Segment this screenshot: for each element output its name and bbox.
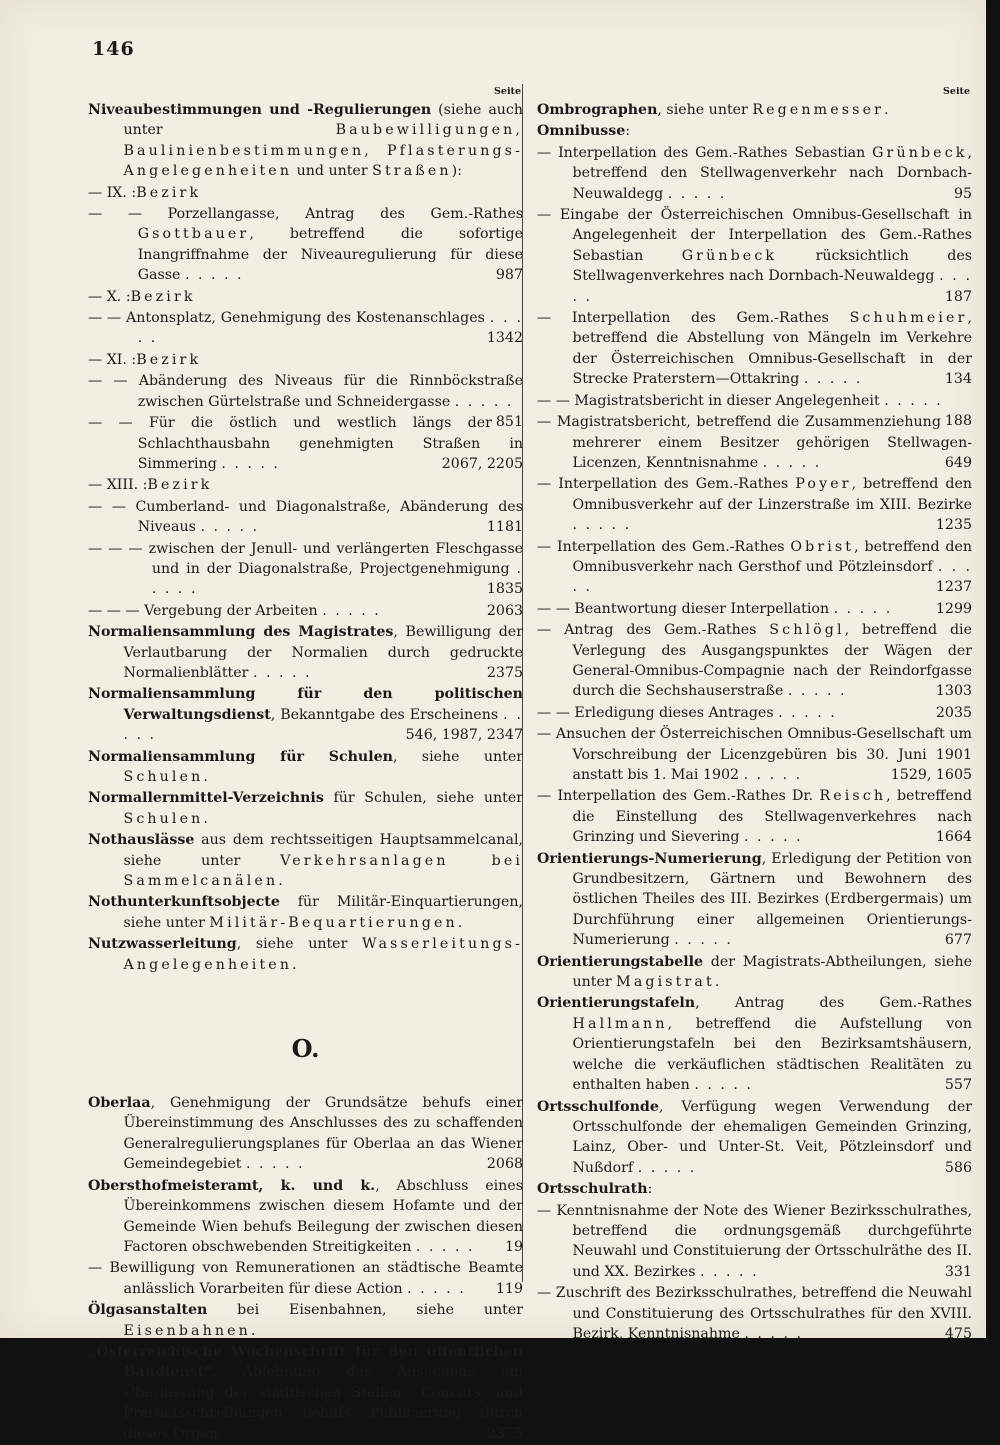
entry-heading: „Österreichische Wochenschrift für den öffentlichen Baudienst“ bbox=[88, 1343, 523, 1381]
entry-text-tail: , betreffend den Omnibusverkehr nach Gersthof und Pötzleinsdorf bbox=[572, 538, 973, 575]
dot-leader: . . . . . bbox=[200, 519, 260, 536]
entry-text: Antrag des Gem.-Rathes bbox=[564, 622, 770, 639]
entry-text: , Erledigung der Petition von Grundbesitzern, Gärtnern und Bewohnern des östlichen Theiles des III. Bezirkes (Erdbergermais) um Durchführung einer allgemeinen Orientierungs-Numerierung bbox=[572, 850, 972, 949]
entry-heading: — — — bbox=[88, 602, 145, 619]
dot-leader: . . . . . bbox=[667, 185, 727, 202]
entry-page-ref: 649 bbox=[944, 454, 972, 471]
entry-heading: — X. bbox=[88, 288, 126, 305]
entry-spaced-reference: Grünbeck bbox=[681, 247, 778, 264]
entry-heading: — bbox=[537, 144, 559, 161]
entry-text: Porzellangasse, Antrag des Gem.-Rathes bbox=[167, 206, 523, 223]
dot-leader: . . . . . bbox=[787, 683, 847, 700]
entry-spaced-reference: Reisch bbox=[819, 788, 887, 805]
entry-text: , Abschluss eines Übereinkommens zwischen diesem Hofamte und der Gemeinde Wien behufs Beilegung der zwischen diesen Factoren obschwebenden Streitigkeiten bbox=[123, 1177, 523, 1255]
entry-leader-page bbox=[891, 765, 972, 785]
entry-text: Für die östlich und westlich längs der Schlachthausbahn genehmigten Straßen in Simmering bbox=[137, 415, 523, 472]
dot-leader: . . . . . bbox=[572, 558, 972, 596]
index-entry bbox=[537, 1179, 972, 1199]
entry-heading: Niveaubestimmungen und -Regulierungen bbox=[88, 102, 432, 118]
entry-page-ref: 1235 bbox=[935, 517, 972, 534]
dot-leader: . . . . . bbox=[744, 1325, 803, 1342]
seite-label-right: Seite bbox=[943, 86, 970, 97]
index-entry bbox=[537, 308, 972, 390]
entry-text: Cumberland- und Diagonalstraße, Abänderung des Niveaus bbox=[135, 498, 523, 536]
entry-text: aus dem rechtsseitigen Hauptsammelcanal, siehe unter bbox=[123, 832, 523, 869]
entry-text: : bbox=[131, 184, 137, 201]
entry-page-ref: 95 bbox=[953, 185, 972, 202]
entry-text: Zuschrift des Bezirksschulrathes, betreffend die Neuwahl und Constituierung des Ortsschulrathes für den XVIII. Bezirk, Kenntnisnahme bbox=[555, 1285, 973, 1342]
entry-text: Vergebung der Arbeiten bbox=[144, 602, 318, 619]
dot-leader: . . . . . bbox=[123, 706, 524, 744]
entry-page-ref: 557 bbox=[944, 1077, 972, 1094]
entry-leader-page bbox=[505, 1237, 523, 1257]
entry-heading: — bbox=[537, 476, 559, 493]
entry-heading: Nutzwasserleitung bbox=[88, 936, 237, 953]
index-entry bbox=[88, 934, 523, 975]
entry-heading: Nothunterkunftsobjecte bbox=[88, 894, 280, 911]
entry-leader-page bbox=[945, 1262, 972, 1282]
index-entry bbox=[537, 205, 972, 307]
entry-page-ref: 1529, 1605 bbox=[890, 767, 972, 783]
entry-end: . bbox=[203, 769, 208, 785]
entry-page-ref: 987 bbox=[495, 267, 523, 284]
index-entry bbox=[537, 620, 972, 702]
seite-label-left: Seite bbox=[494, 86, 521, 97]
index-entry bbox=[88, 308, 523, 349]
index-entry bbox=[537, 786, 972, 847]
entry-page-ref: 2067, 2205 bbox=[441, 455, 523, 472]
index-entry bbox=[88, 788, 523, 829]
entry-page-ref: 1299 bbox=[935, 600, 972, 617]
entry-heading: — — bbox=[88, 415, 149, 432]
entry-text: der Magistrats-Abtheilungen, siehe unter bbox=[572, 953, 972, 991]
index-entry bbox=[537, 703, 972, 723]
index-entry bbox=[88, 371, 523, 431]
entry-heading: — — bbox=[537, 704, 575, 721]
index-entry bbox=[537, 993, 972, 1095]
entry-heading: — bbox=[537, 310, 572, 327]
dot-leader: . . . . . bbox=[151, 560, 523, 598]
entry-heading: Obersthofmeisteramt, k. und k. bbox=[88, 1177, 376, 1194]
entry-text: , Antrag des Gem.-Rathes bbox=[695, 995, 972, 1012]
entry-heading: Ölgasanstalten bbox=[88, 1302, 208, 1319]
dot-leader: . . . . . bbox=[415, 1238, 475, 1255]
entry-leader-page bbox=[936, 703, 972, 723]
entry-heading: — XIII. bbox=[88, 477, 143, 494]
entry-leader-page bbox=[487, 1424, 523, 1444]
entry-heading: Ombrographen bbox=[537, 102, 658, 118]
entry-text: Abänderung des Niveaus für die Rinnböckstraße zwischen Gürtelstraße und Schneidergasse bbox=[137, 373, 523, 410]
index-entry bbox=[537, 952, 972, 993]
entry-text: Erledigung dieses Antrages bbox=[574, 704, 774, 721]
entry-heading: Nothauslässe bbox=[88, 832, 195, 849]
entry-spaced-reference: Obrist bbox=[790, 538, 855, 555]
entry-text-tail: , betreffend die sofortige Inangriffnahme der Niveauregulierung für diese Gasse bbox=[137, 226, 523, 284]
index-entry bbox=[88, 747, 523, 788]
entry-heading: — — — bbox=[88, 540, 149, 557]
index-entry bbox=[537, 474, 972, 535]
entry-leader-page bbox=[936, 681, 972, 701]
entry-page-ref: 1664 bbox=[935, 829, 972, 846]
entry-text-tail: , betreffend den Stellwagenverkehr nach Dornbach-Neuwaldegg bbox=[572, 144, 972, 202]
index-entry bbox=[88, 830, 523, 891]
entry-leader-page bbox=[945, 1158, 972, 1178]
index-entry bbox=[88, 539, 523, 600]
entry-page-ref: 331 bbox=[944, 1263, 972, 1280]
entry-text: , Bewilligung der Verlautbarung der Normalien durch gedruckte Normalienblätter bbox=[123, 624, 523, 681]
entry-text: : bbox=[142, 477, 148, 494]
index-entry bbox=[88, 475, 523, 495]
dot-leader: . . . . . bbox=[700, 1263, 759, 1280]
entry-text: für Militär-Einquartierungen, siehe unter bbox=[123, 894, 523, 931]
entry-page-ref: 851 bbox=[495, 414, 523, 431]
entry-text: Magistratsbericht in dieser Angelegenheit bbox=[574, 392, 880, 409]
entry-heading: Ortsschulrath bbox=[537, 1181, 648, 1198]
index-entry bbox=[537, 412, 972, 473]
entry-leader-page bbox=[487, 663, 523, 683]
entry-leader-page bbox=[487, 1154, 523, 1174]
entry-text: , siehe unter bbox=[392, 748, 523, 765]
entry-leader-page bbox=[954, 184, 972, 204]
entry-heading: Normaliensammlung für den politischen Verwaltungsdienst bbox=[88, 686, 523, 723]
entry-heading: Ortsschulfonde bbox=[537, 1098, 659, 1115]
entry-heading: — — bbox=[88, 498, 136, 515]
entry-text: Interpellation des Gem.-Rathes Dr. bbox=[557, 788, 820, 805]
page-number: 146 bbox=[92, 38, 135, 60]
entry-page-ref: 119 bbox=[495, 1280, 523, 1297]
entry-text: , siehe unter bbox=[236, 936, 362, 953]
dot-leader: . . . . . bbox=[884, 392, 943, 409]
index-entry bbox=[88, 601, 523, 621]
entry-page-ref: 2035 bbox=[935, 704, 972, 721]
dot-leader: . . . . . bbox=[743, 767, 803, 783]
dot-leader: . . . . . bbox=[694, 1077, 753, 1094]
entry-text: : bbox=[131, 351, 137, 368]
entry-text: : bbox=[125, 288, 131, 305]
dot-leader: . . . . . bbox=[637, 1159, 697, 1176]
dot-leader: . . . . . bbox=[674, 932, 733, 949]
index-entry bbox=[88, 287, 523, 307]
right-column bbox=[537, 86, 972, 1345]
section-letter: O. bbox=[291, 1034, 320, 1064]
dot-leader: . . . . . bbox=[803, 371, 863, 388]
entry-page-ref: 1303 bbox=[935, 683, 972, 700]
entry-leader-page bbox=[945, 287, 972, 307]
entry-leader-page bbox=[496, 1279, 523, 1299]
entry-leader-page bbox=[487, 328, 523, 348]
index-entry bbox=[88, 684, 523, 745]
entry-heading: Orientierungstabelle bbox=[537, 953, 704, 970]
entry-text: Bewilligung von Remunerationen an städtische Beamte anlässlich Vorarbeiten für diese Action bbox=[109, 1260, 524, 1297]
entry-heading: — — bbox=[88, 310, 127, 327]
entry-text: Interpellation des Gem.-Rathes bbox=[557, 538, 791, 555]
entry-heading: — IX. bbox=[88, 184, 132, 201]
left-column bbox=[88, 86, 523, 1445]
entry-heading: Normaliensammlung des Magistrates bbox=[88, 624, 394, 641]
entry-heading: — bbox=[88, 1260, 110, 1277]
index-entry bbox=[88, 350, 523, 370]
entry-heading: — bbox=[537, 1202, 557, 1219]
dot-leader: . . . . . bbox=[778, 704, 837, 721]
left-entries-o bbox=[88, 1093, 523, 1444]
entry-heading: Oberlaa bbox=[88, 1095, 151, 1112]
entry-page-ref: 475 bbox=[944, 1325, 972, 1342]
index-entry bbox=[88, 204, 523, 286]
index-entry bbox=[88, 413, 523, 474]
entry-leader-page bbox=[936, 599, 972, 619]
index-entry bbox=[88, 497, 523, 538]
index-entry bbox=[537, 143, 972, 204]
entry-heading: — — bbox=[88, 206, 168, 223]
entry-page-ref: 187 bbox=[944, 288, 972, 305]
entry-heading: — — bbox=[537, 392, 575, 409]
entry-spaced-reference: Schulen bbox=[123, 810, 204, 827]
entry-text: Antonsplatz, Genehmigung des Kostenanschlages bbox=[126, 310, 485, 327]
entry-spaced-reference: Baubewilligungen, Baulinienbestimmungen, Pflasterungs-Angelegenheiten bbox=[123, 122, 523, 180]
entry-leader-page bbox=[936, 827, 972, 847]
entry-end: . bbox=[714, 974, 720, 991]
dot-leader: . . . . . bbox=[833, 600, 893, 617]
dot-leader: . . . . . bbox=[184, 267, 244, 284]
index-entry bbox=[537, 849, 972, 951]
entry-text: bei Eisenbahnen, siehe unter bbox=[207, 1302, 523, 1319]
entry-leader-page bbox=[945, 369, 972, 389]
entry-text: (siehe auch unter bbox=[123, 102, 523, 139]
dot-leader: . . . . . bbox=[222, 1425, 282, 1442]
entry-text: Ansuchen der Österreichischen Omnibus-Gesellschaft um Vorschreibung der Licenzgebüren bis 30. Juni 1901 anstatt bis 1. Mai 1902 bbox=[555, 726, 972, 783]
entry-spaced-reference: Magistrat bbox=[616, 974, 715, 991]
right-entries bbox=[537, 100, 972, 1344]
index-entry bbox=[88, 1176, 523, 1258]
entry-text-tail: , betreffend die Aufstellung von Orientierungstafeln bei den Bezirksamtshäusern, welche die verkäuflichen städtischen Realitäten zu enthalten haben bbox=[572, 1015, 972, 1094]
dot-leader: . . . . . bbox=[572, 268, 972, 305]
entry-spaced-reference: Gsottbauer bbox=[137, 226, 250, 243]
entry-text-tail: und unter bbox=[292, 163, 373, 180]
entry-leader-page bbox=[487, 601, 523, 621]
dot-leader: . . . . . bbox=[762, 454, 822, 471]
dot-leader: . . . . . bbox=[572, 517, 632, 534]
entry-leader-page bbox=[487, 579, 523, 599]
entry-heading: — bbox=[537, 726, 556, 743]
entry-text-tail: , betreffend die Einstellung des Stellwagenverkehres nach Grinzing und Sievering bbox=[572, 788, 973, 846]
entry-spaced-reference: Schuhmeier bbox=[849, 310, 968, 327]
entry-text: , Genehmigung der Grundsätze behufs einer Übereinstimmung des Anschlusses des zu schaffenden Generalregulierungsplanes für Oberlaa an das Wiener Gemeindegebiet bbox=[123, 1095, 523, 1173]
entry-page-ref: 2068 bbox=[486, 1156, 523, 1173]
dot-leader: . . . . . bbox=[245, 1156, 305, 1173]
entry-page-ref: 1237 bbox=[935, 579, 972, 596]
entry-spaced-reference: Wasserleitungs-Angelegenheiten bbox=[123, 936, 523, 973]
entry-heading: — bbox=[537, 622, 565, 639]
index-entry bbox=[88, 1093, 523, 1175]
entry-heading: — bbox=[537, 414, 557, 431]
index-entry bbox=[88, 183, 523, 203]
entry-text: , Verfügung wegen Verwendung der Ortsschulfonde der ehemaligen Gemeinden Grinzing, Lainz, Ober- und Unter-St. Veit, Pötzleinsdorf und Nußdorf bbox=[572, 1098, 972, 1176]
entry-spaced-reference: Schulen bbox=[123, 769, 204, 785]
entry-spaced-reference: Bezirk bbox=[136, 184, 202, 201]
entry-spaced-reference: Schlögl bbox=[769, 622, 845, 639]
entry-text: , Ablehnung des Ansuchens um Überlassung der städtischen Stellen-, Concurs- und Preisausschreibungen behufs Publicierung durch dieses Organ bbox=[123, 1364, 523, 1442]
entry-spaced-reference: Regenmesser bbox=[752, 102, 885, 118]
entry-leader-page bbox=[945, 1324, 972, 1344]
entry-text: Kenntnisnahme der Note des Wiener Bezirksschulrathes, betreffend die ordnungsgemäß durchgeführte Neuwahl und Constituierung der Ortsschulräthe des II. und XX. Bezirkes bbox=[556, 1202, 972, 1280]
entry-end: . bbox=[457, 914, 463, 931]
index-entry bbox=[88, 892, 523, 933]
entry-heading: — bbox=[537, 788, 558, 805]
entry-page-ref: 2063 bbox=[486, 602, 523, 619]
dot-leader: . . . . . bbox=[407, 1280, 466, 1297]
entry-text: Interpellation des Gem.-Rathes Sebastian bbox=[558, 144, 873, 161]
dot-leader: . . . . . bbox=[454, 393, 514, 410]
entry-spaced-reference: Verkehrsanlagen bei Sammelcanälen bbox=[123, 852, 523, 890]
entry-page-ref: 586 bbox=[944, 1159, 972, 1176]
entry-end: . bbox=[250, 1322, 256, 1339]
index-entry bbox=[537, 1283, 972, 1344]
index-entry bbox=[537, 724, 972, 785]
entry-page-ref: 546, 1987, 2347 bbox=[405, 727, 523, 744]
entry-heading: — bbox=[537, 207, 560, 224]
entry-page-ref: 1181 bbox=[486, 519, 523, 536]
entry-page-ref: 1835 bbox=[486, 581, 523, 598]
entry-text: zwischen der Jenull- und verlängerten Fleschgasse und in der Diagonalstraße, Projectgenehmigung bbox=[148, 540, 523, 577]
index-entry bbox=[88, 100, 523, 182]
entry-leader-page bbox=[945, 411, 972, 431]
entry-end: . bbox=[884, 102, 889, 118]
entry-leader-page bbox=[945, 930, 972, 950]
index-entry bbox=[537, 1097, 972, 1179]
index-entry bbox=[88, 1300, 523, 1341]
entry-heading: — bbox=[537, 1285, 556, 1302]
entry-text: Interpellation des Gem.-Rathes bbox=[558, 476, 796, 493]
entry-page-ref: 2375 bbox=[486, 664, 523, 681]
entry-leader-page bbox=[496, 265, 523, 285]
entry-heading: — XI. bbox=[88, 351, 132, 368]
entry-spaced-reference: Militär-Bequartierungen bbox=[209, 914, 458, 931]
entry-text: : bbox=[625, 123, 631, 140]
index-entry bbox=[537, 537, 972, 598]
entry-end: . bbox=[292, 956, 297, 973]
entry-heading: Omnibusse bbox=[537, 123, 626, 140]
entry-heading: — — bbox=[88, 373, 139, 390]
entry-text: für Schulen, siehe unter bbox=[323, 790, 523, 807]
entry-leader-page bbox=[442, 454, 523, 474]
entry-spaced-reference: Bezirk bbox=[130, 288, 196, 305]
entry-page-ref: 1342 bbox=[486, 330, 523, 347]
entry-leader-page bbox=[945, 453, 972, 473]
entry-text: : bbox=[647, 1181, 653, 1198]
index-entry bbox=[537, 1201, 972, 1283]
entry-spaced-reference: Bezirk bbox=[136, 351, 202, 368]
entry-page-ref: 134 bbox=[944, 371, 972, 388]
entry-text-tail: , betreffend den Omnibusverkehr auf der Linzerstraße im XIII. Bezirke bbox=[572, 476, 973, 513]
index-entry bbox=[537, 121, 972, 141]
entry-heading: Orientierungstafeln bbox=[537, 995, 696, 1012]
entry-heading: — — bbox=[537, 600, 575, 617]
entry-end: . bbox=[278, 873, 283, 890]
entry-page-ref: 677 bbox=[944, 932, 972, 949]
index-entry bbox=[537, 100, 972, 120]
index-entry bbox=[537, 391, 972, 430]
entry-leader-page bbox=[406, 725, 523, 745]
entry-leader-page bbox=[487, 517, 523, 537]
left-entries bbox=[88, 100, 523, 975]
entry-spaced-reference: Hallmann bbox=[572, 1015, 668, 1032]
entry-leader-page bbox=[936, 515, 972, 535]
entry-spaced-reference: Straßen bbox=[372, 163, 452, 180]
entry-page-ref: 19 bbox=[504, 1238, 523, 1255]
entry-text: Interpellation des Gem.-Rathes bbox=[571, 310, 850, 327]
index-entry bbox=[88, 1258, 523, 1299]
entry-end: ): bbox=[451, 163, 462, 180]
entry-spaced-reference: Bezirk bbox=[147, 477, 213, 494]
entry-heading: — bbox=[537, 538, 558, 555]
dot-leader: . . . . . bbox=[744, 829, 803, 846]
entry-heading: Orientierungs-Numerierung bbox=[537, 850, 762, 867]
entry-text: Magistratsbericht, betreffend die Zusammenziehung mehrerer einem Besitzer gehörigen Stellwagen-Licenzen, Kenntnisnahme bbox=[556, 414, 972, 471]
entry-leader-page bbox=[945, 1075, 972, 1095]
entry-heading: Normallernmittel-Verzeichnis bbox=[88, 790, 324, 807]
entry-text: , siehe unter bbox=[657, 102, 753, 118]
index-entry bbox=[88, 1342, 523, 1444]
dot-leader: . . . . . bbox=[221, 455, 280, 472]
entry-heading: Normaliensammlung für Schulen bbox=[88, 748, 393, 765]
entry-page-ref: 2375 bbox=[486, 1425, 523, 1442]
entry-leader-page bbox=[936, 577, 972, 597]
entry-text-tail: , betreffend die Abstellung von Mängeln im Verkehre der Österreichischen Omnibus-Gesellschaft in der Strecke Praterstern—Ottakring bbox=[572, 310, 972, 388]
dot-leader: . . . . . bbox=[322, 602, 381, 619]
entry-text: , Bekanntgabe des Erscheinens bbox=[270, 706, 499, 723]
entry-end: . bbox=[203, 810, 208, 827]
dot-leader: . . . . . bbox=[252, 664, 312, 681]
index-entry bbox=[88, 622, 523, 683]
index-entry bbox=[537, 599, 972, 619]
entry-text-tail: , betreffend die Verlegung des Ausgangspunktes der Wägen der General-Omnibus-Compagnie nach der Reindorfgasse durch die Sechshauserstraße bbox=[572, 622, 972, 700]
entry-text-tail: rücksichtlich des Stellwagenverkehres nach Dornbach-Neuwaldegg bbox=[572, 247, 972, 285]
entry-leader-page bbox=[496, 412, 523, 432]
entry-spaced-reference: Poyer bbox=[795, 476, 852, 493]
entry-spaced-reference: Eisenbahnen bbox=[123, 1322, 251, 1339]
entry-spaced-reference: Grünbeck bbox=[872, 144, 968, 161]
entry-page-ref: 188 bbox=[944, 413, 972, 430]
entry-text: Eingabe der Österreichischen Omnibus-Gesellschaft in Angelegenheit der Interpellation des Gem.-Rathes Sebastian bbox=[559, 207, 972, 264]
dot-leader: . . . . . bbox=[137, 310, 523, 347]
entry-text: Beantwortung dieser Interpellation bbox=[574, 600, 830, 617]
